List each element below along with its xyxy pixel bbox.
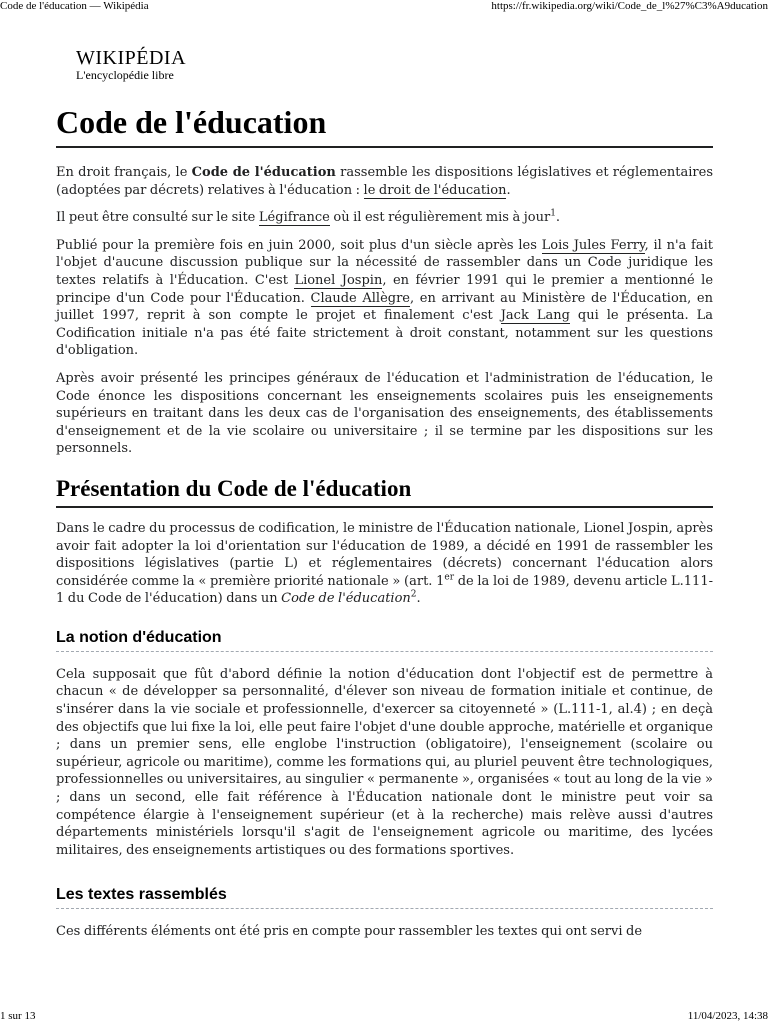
reference-1[interactable]: 1 bbox=[550, 208, 556, 219]
subsection-textes-paragraph: Ces différents éléments ont été pris en compte pour rassembler les textes qui ont servi de bbox=[56, 924, 643, 940]
print-header-title: Code de l'éducation — Wikipédia bbox=[0, 0, 149, 12]
link-legifrance[interactable]: Légifrance bbox=[258, 210, 330, 226]
print-header bbox=[0, 0, 768, 16]
intro-paragraph-1: En droit français, le Code de l'éducation rassemble les dispositions législatives et réglementaires (adoptées par décrets) relatives à l'éducation : le droit de l'éducation. bbox=[56, 165, 713, 198]
page-title: Code de l'éducation bbox=[56, 100, 713, 148]
print-footer bbox=[0, 1008, 768, 1024]
section-presentation-paragraph: Dans le cadre du processus de codification, le ministre de l'Éducation nationale, Lionel Jospin, après avoir fait adopter la loi d'orientation sur l'éducation de 1989, a décidé en 1991 de rassembler les dispositions législatives (partie L) et réglementaires (décrets) concernant l'éducation alors considérée comme la « première priorité nationale » (art. 1er de la loi de 1989, devenu article L.111-1 du Code de l'éducation) dans un Code de l'éducation$^2$. bbox=[56, 520, 713, 607]
intro-paragraph-3: Publié pour la première fois en juin 2000, soit plus d'un siècle après les Lois Jules Ferry, il n'a fait l'objet d'aucune discussion publique sur la nécessité de rassembler dans un Code juridique les textes relatifs à l'Éducation. C'est Lionel Jospin, en février 1991 qui le premier a mentionné le principe d'un Code pour l'Éducation. Claude Allègre, en arrivant au Ministère de l'Éducation, en juillet 1997, reprit à son compte le projet et finalement c'est Jack Lang qui le présenta. La Codification initiale n'a pas été faite strictement à droit constant, notamment sur les questions d'obligation. bbox=[56, 237, 714, 359]
print-footer-page: 1 sur 13 bbox=[0, 1010, 36, 1022]
link-jack-lang[interactable]: Jack Lang bbox=[500, 308, 570, 324]
link-claude-allegre[interactable]: Claude Allègre bbox=[310, 290, 410, 306]
link-lois-jules-ferry[interactable]: Lois Jules Ferry bbox=[541, 237, 645, 253]
link-lionel-jospin[interactable]: Lionel Jospin bbox=[294, 272, 383, 288]
subsection-notion-paragraph: Cela supposait que fût d'abord définie la notion d'éducation dont l'objectif est de permettre à chacun « de développer sa personnalité, d'élever son niveau de formation initiale et continue, de s'insérer dans la vie sociale et professionnelle, d'exercer sa citoyenneté » (L.111-1, al.4) ; en deçà des objectifs que lui fixe la loi, elle peut faire l'objet d'une double approche, matérielle et organique ; dans un premier sens, elle englobe l'instruction (obligatoire), l'enseignement (scolaire ou supérieur, agricole ou maritime), comme les formations qui, au pluriel peuvent être technologiques, professionnelles ou universitaires, au singulier « permanente », organisées « tout au long de la vie » ; dans un second, elle fait référence à l'Éducation nationale dont le ministre peut voir sa compétence élargie à l'enseignement supérieur (et à la recherche) mais relève aussi d'autres départements ministériels lorsqu'il s'agit de l'enseignement agricole ou maritime, des lycées militaires, des enseignements artistiques ou des formations sportives. bbox=[56, 666, 713, 858]
print-header-url: https://fr.wikipedia.org/wiki/Code_de_l%27%C3%A9ducation bbox=[491, 0, 768, 12]
intro-paragraph-2: Il peut être consulté sur le site Légifrance où il est régulièrement mis à jour$^1$. bbox=[56, 208, 561, 226]
superscript-er: er bbox=[444, 572, 455, 583]
print-footer-datetime: 11/04/2023, 14:38 bbox=[687, 1010, 768, 1022]
wikipedia-tagline: L'encyclopédie libre bbox=[76, 68, 174, 82]
reference-2[interactable]: 2 bbox=[410, 589, 417, 600]
article-content bbox=[56, 100, 713, 941]
subsection-heading-textes: Les textes rassemblés bbox=[56, 885, 713, 909]
italic-code-title: Code de l'éducation bbox=[281, 591, 411, 607]
intro-paragraph-4: Après avoir présenté les principes généraux de l'éducation et l'administration de l'éducation, le Code énonce les dispositions concernant les enseignements scolaires puis les enseignements supérieurs en traitant dans les deux cas de l'organisation des enseignements, des établissements d'enseignement et de la vie scolaire ou universitaire ; il se termine par les dispositions sur les personnels. bbox=[56, 370, 713, 457]
wikipedia-logo[interactable] bbox=[76, 48, 186, 82]
link-droit-education[interactable]: le droit de l'éducation bbox=[363, 182, 507, 198]
wikipedia-wordmark: WIKIPÉDIA bbox=[76, 47, 187, 69]
subsection-heading-notion: La notion d'éducation bbox=[56, 628, 713, 652]
bold-term: Code de l'éducation bbox=[191, 165, 336, 180]
section-heading-presentation: Présentation du Code de l'éducation bbox=[56, 474, 713, 508]
